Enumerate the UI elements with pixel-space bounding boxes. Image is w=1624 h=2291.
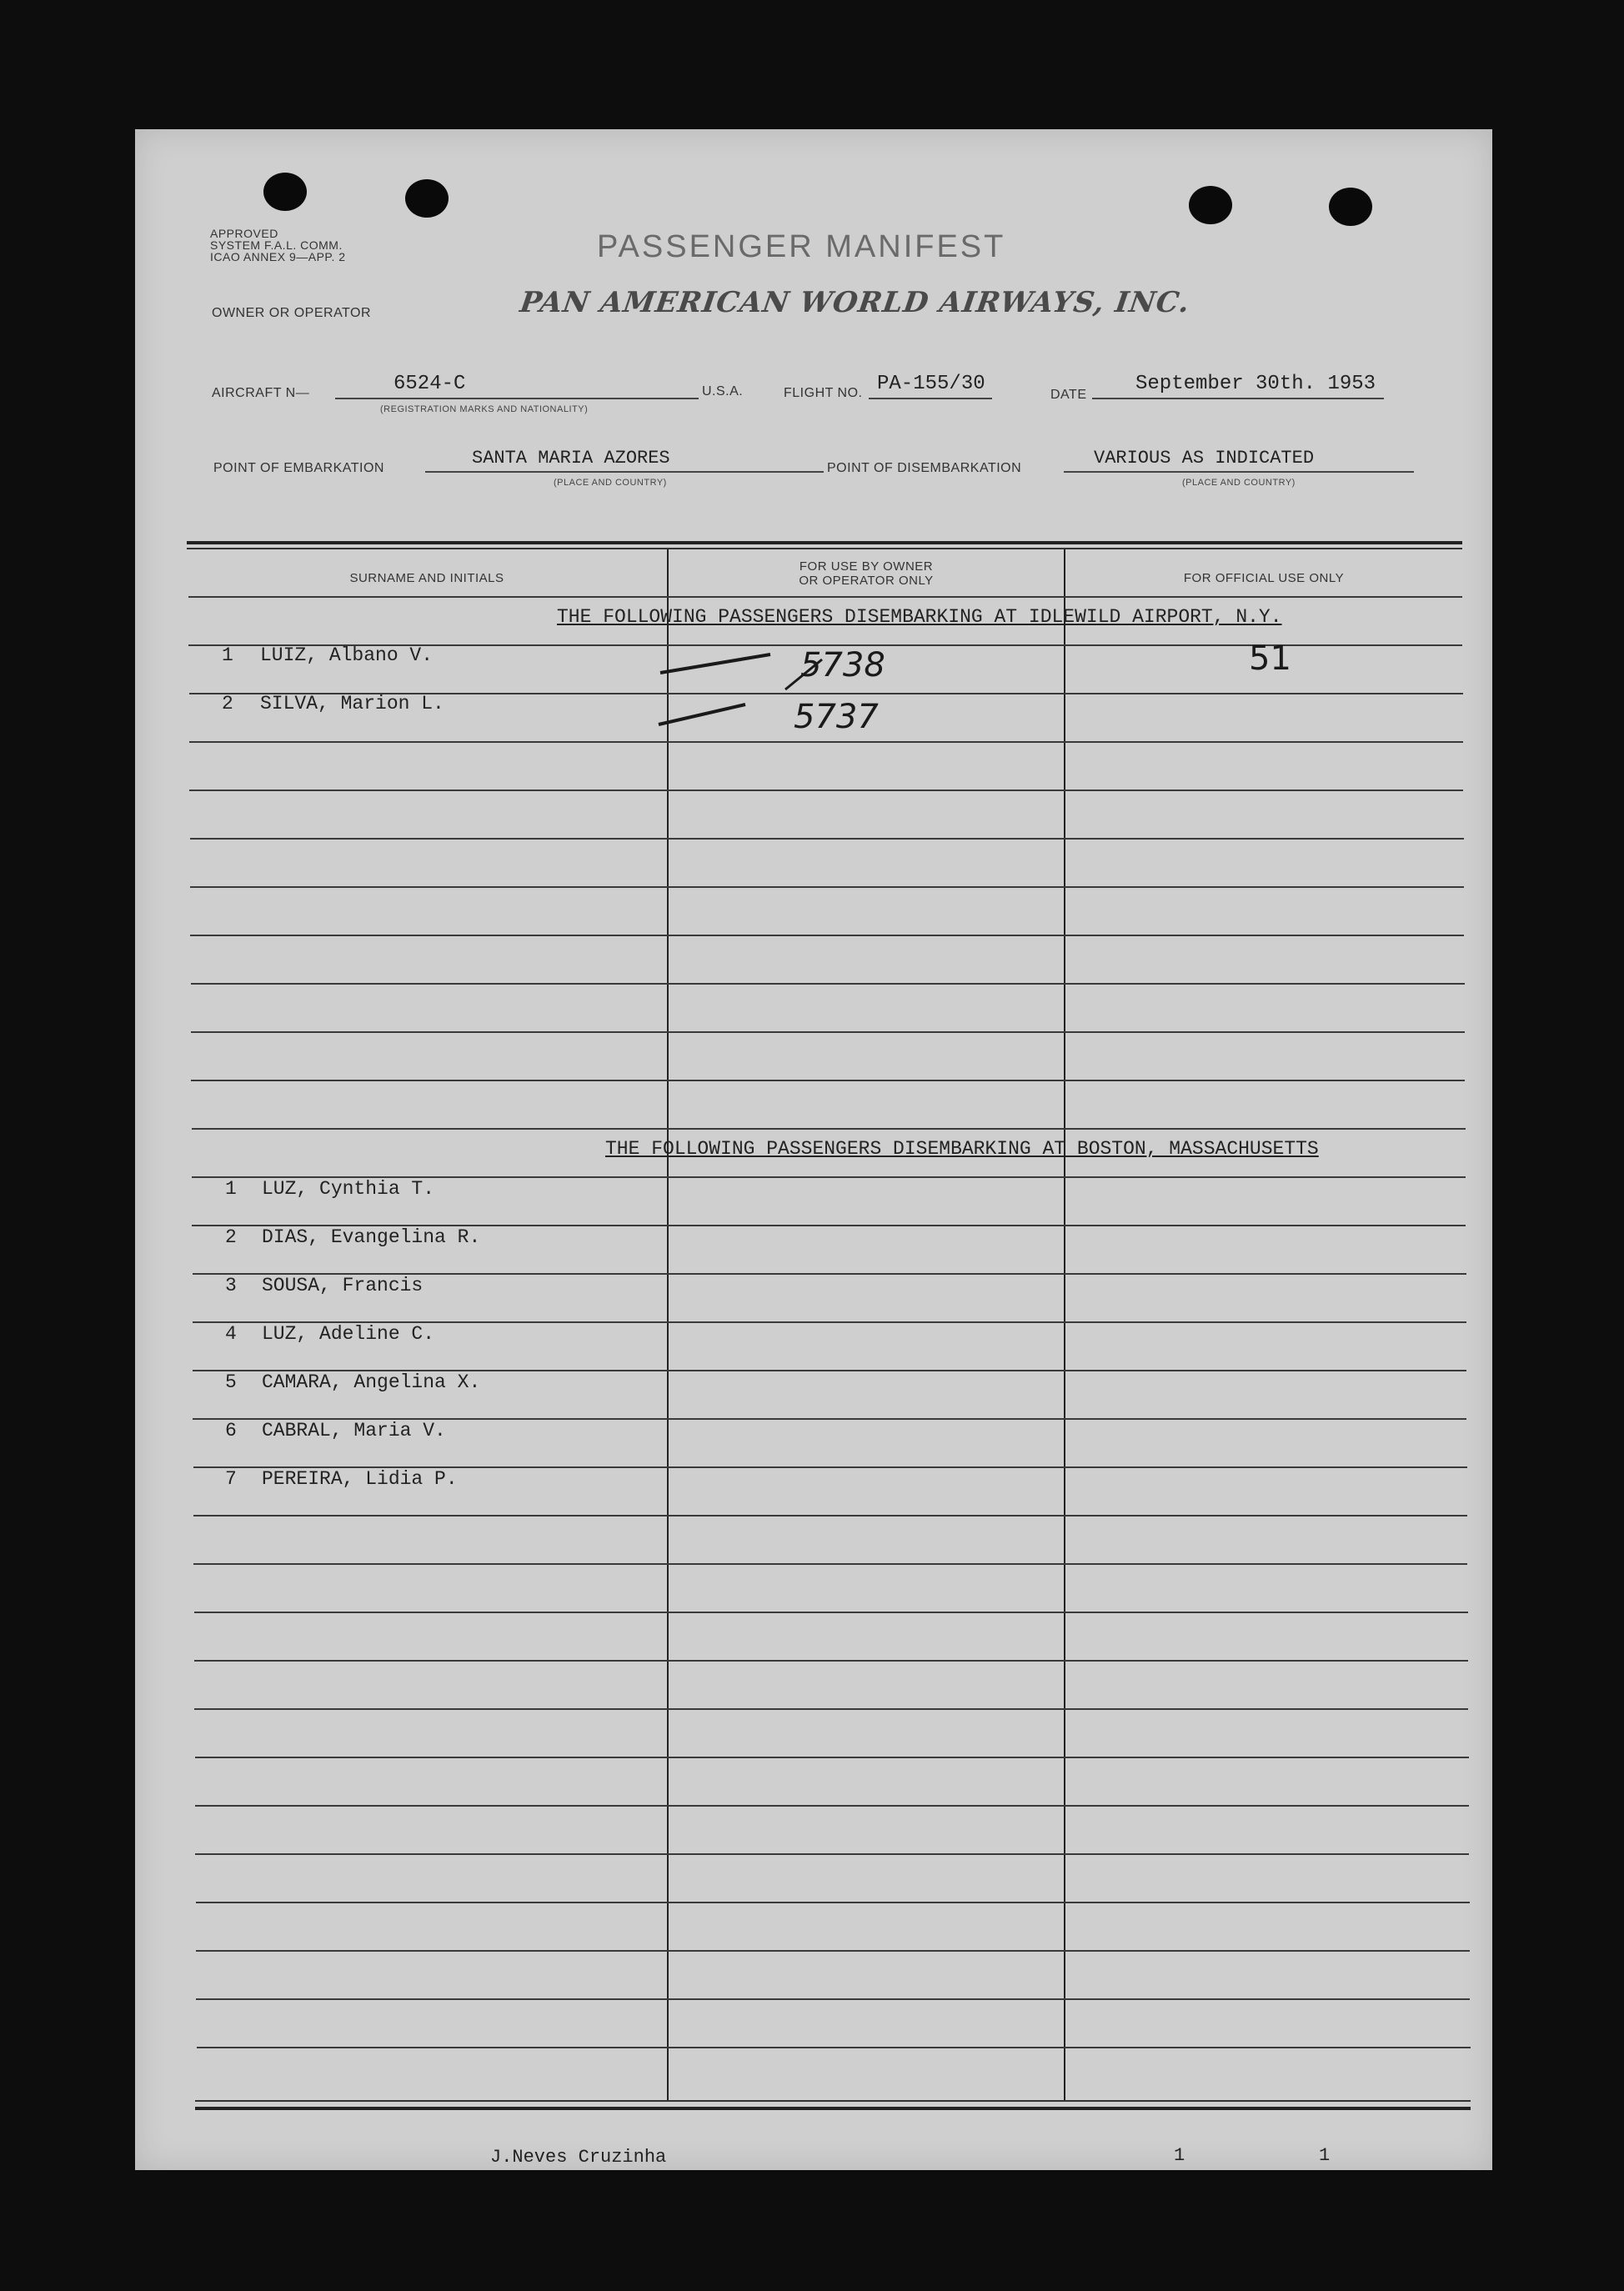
row-rule	[190, 886, 1464, 888]
row-rule	[195, 1757, 1469, 1758]
disembark-underline	[1064, 471, 1414, 473]
passenger-number: 2	[225, 1226, 237, 1248]
row-rule	[191, 983, 1465, 985]
section-heading-boston: THE FOLLOWING PASSENGERS DISEMBARKING AT BOSTON, MASSACHUSETTS	[605, 1138, 1319, 1160]
passenger-name: LUZ, Cynthia T.	[262, 1178, 435, 1200]
column-divider	[1064, 549, 1065, 2100]
date-label: DATE	[1050, 388, 1087, 402]
row-rule	[195, 1805, 1469, 1807]
date-underline	[1092, 398, 1384, 399]
passenger-name: CABRAL, Maria V.	[262, 1420, 446, 1441]
owner-header-line: FOR USE BY OWNER	[799, 559, 934, 574]
airline-name: PAN AMERICAN WORLD AIRWAYS, INC.	[518, 286, 1192, 319]
footer-page-b: 1	[1319, 2145, 1331, 2166]
row-rule	[193, 1515, 1467, 1516]
column-header-official: FOR OFFICIAL USE ONLY	[1183, 571, 1345, 585]
aircraft-underline	[335, 398, 699, 399]
table-bottom-rule-2	[195, 2107, 1471, 2110]
aircraft-sublabel: (REGISTRATION MARKS AND NATIONALITY)	[380, 404, 589, 414]
row-rule	[195, 1853, 1469, 1855]
owner-header-line: OR OPERATOR ONLY	[799, 574, 934, 588]
punch-hole	[405, 179, 449, 218]
row-rule	[194, 1612, 1468, 1613]
column-divider	[667, 549, 669, 2100]
handwritten-owner-1: 5738	[800, 646, 885, 684]
row-rule	[190, 935, 1464, 936]
section-heading-idlewild: THE FOLLOWING PASSENGERS DISEMBARKING AT IDLEWILD AIRPORT, N.Y.	[557, 606, 1282, 628]
flight-value: PA-155/30	[877, 373, 985, 395]
passenger-number: 7	[225, 1468, 237, 1490]
passenger-name: SOUSA, Francis	[262, 1275, 424, 1296]
approval-note	[210, 228, 346, 263]
passenger-name: PEREIRA, Lidia P.	[262, 1468, 458, 1490]
row-rule	[196, 1950, 1470, 1952]
punch-hole	[263, 173, 307, 211]
approval-line: SYSTEM F.A.L. COMM.	[210, 238, 343, 252]
passenger-number: 6	[225, 1420, 237, 1441]
table-top-rule-2	[187, 548, 1462, 549]
passenger-name: LUZ, Adeline C.	[262, 1323, 435, 1345]
handwritten-owner-2: 5737	[794, 698, 879, 736]
passenger-number: 3	[225, 1275, 237, 1296]
date-value: September 30th. 1953	[1135, 373, 1376, 395]
embark-underline	[425, 471, 824, 473]
embark-label: POINT OF EMBARKATION	[213, 461, 384, 475]
passenger-name: LUIZ, Albano V.	[260, 644, 434, 666]
passenger-number: 5	[225, 1371, 237, 1393]
row-rule	[197, 2047, 1471, 2048]
passenger-name: CAMARA, Angelina X.	[262, 1371, 481, 1393]
usa-label: U.S.A.	[702, 384, 744, 399]
approval-line: ICAO ANNEX 9—APP. 2	[210, 250, 346, 263]
row-rule	[188, 596, 1462, 598]
table-top-rule	[187, 541, 1462, 544]
row-rule	[191, 1031, 1465, 1033]
disembark-label: POINT OF DISEMBARKATION	[827, 461, 1022, 475]
approval-line: APPROVED	[210, 227, 278, 240]
flight-label: FLIGHT NO.	[784, 386, 863, 400]
strike-mark	[660, 654, 770, 673]
handwritten-official-1: 51	[1249, 639, 1291, 678]
manifest-page	[135, 129, 1492, 2170]
passenger-number: 2	[222, 693, 233, 714]
aircraft-label: AIRCRAFT N—	[212, 386, 310, 400]
embark-value: SANTA MARIA AZORES	[472, 448, 670, 469]
row-rule	[196, 1902, 1470, 1903]
row-rule	[194, 1660, 1468, 1662]
passenger-name: SILVA, Marion L.	[260, 693, 444, 714]
column-header-name: SURNAME AND INITIALS	[349, 571, 504, 585]
punch-hole	[1329, 188, 1372, 226]
punch-hole	[1189, 186, 1232, 224]
row-rule	[194, 1708, 1468, 1710]
footer-page-a: 1	[1174, 2145, 1185, 2166]
row-rule	[189, 741, 1463, 743]
row-rule	[190, 838, 1464, 840]
row-rule	[191, 1080, 1465, 1081]
row-rule	[192, 1128, 1466, 1130]
row-rule	[196, 1998, 1470, 2000]
embark-sublabel: (PLACE AND COUNTRY)	[554, 478, 667, 488]
passenger-number: 1	[222, 644, 233, 666]
disembark-sublabel: (PLACE AND COUNTRY)	[1182, 478, 1296, 488]
manifest-title: PASSENGER MANIFEST	[597, 229, 1006, 264]
passenger-number: 1	[225, 1178, 237, 1200]
passenger-name: DIAS, Evangelina R.	[262, 1226, 481, 1248]
owner-label: OWNER OR OPERATOR	[212, 306, 372, 320]
signature-name: J.Neves Cruzinha	[490, 2147, 667, 2168]
column-header-owner	[669, 559, 1064, 588]
disembark-value: VARIOUS AS INDICATED	[1094, 448, 1315, 469]
row-rule	[193, 1563, 1467, 1565]
table-bottom-rule	[195, 2100, 1471, 2102]
flight-underline	[869, 398, 992, 399]
strike-mark	[659, 704, 745, 724]
row-rule	[189, 790, 1463, 791]
passenger-number: 4	[225, 1323, 237, 1345]
aircraft-value: 6524-C	[393, 373, 466, 395]
